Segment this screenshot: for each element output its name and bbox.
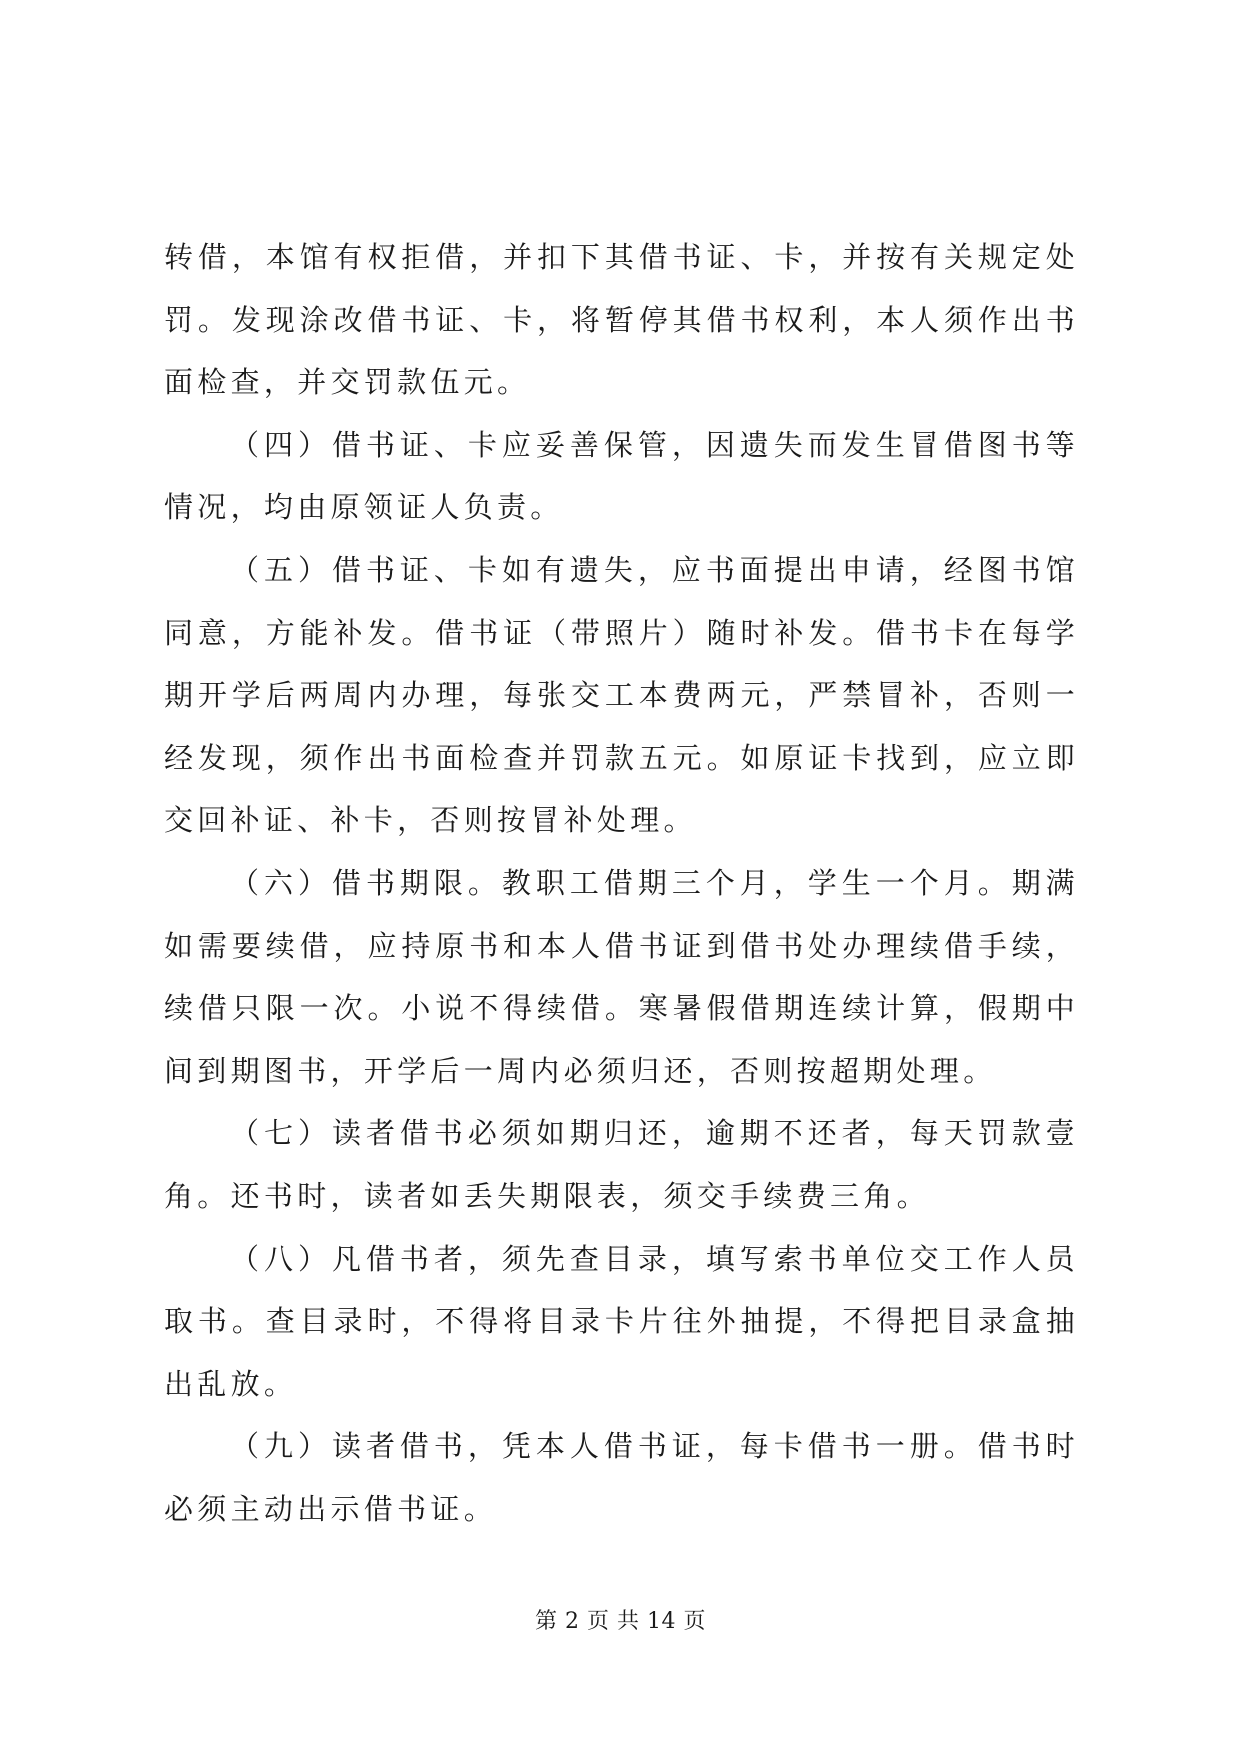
paragraph-item-7: （七）读者借书必须如期归还，逾期不还者，每天罚款壹角。还书时，读者如丢失期限表，须交手续费三角。 [164, 1116, 1079, 1213]
paragraph-continuation: 转借，本馆有权拒借，并扣下其借书证、卡，并按有关规定处罚。发现涂改借书证、卡，将暂停其借书权利，本人须作出书面检查，并交罚款伍元。 [164, 240, 1079, 400]
paragraph-item-5: （五）借书证、卡如有遗失，应书面提出申请，经图书馆同意，方能补发。借书证（带照片）随时补发。借书卡在每学期开学后两周内办理，每张交工本费两元，严禁冒补，否则一经发现，须作出书面检查并罚款五元。如原证卡找到，应立即交回补证、补卡，否则按冒补处理。 [164, 552, 1079, 838]
paragraph-item-4: （四）借书证、卡应妥善保管，因遗失而发生冒借图书等情况，均由原领证人负责。 [164, 427, 1079, 525]
paragraph-item-8: （八）凡借书者，须先查目录，填写索书单位交工作人员取书。查目录时，不得将目录卡片往外抽提，不得把目录盒抽出乱放。 [164, 1241, 1079, 1401]
page-number-footer: 第 2 页 共 14 页 [535, 1609, 706, 1634]
document-body [164, 226, 1079, 1540]
paragraph-item-6: （六）借书期限。教职工借期三个月，学生一个月。期满如需要续借，应持原书和本人借书证到借书处办理续借手续，续借只限一次。小说不得续借。寒暑假借期连续计算，假期中间到期图书，开学后一周内必须归还，否则按超期处理。 [164, 865, 1079, 1088]
paragraph-item-9: （九）读者借书，凭本人借书证，每卡借书一册。借书时必须主动出示借书证。 [164, 1429, 1079, 1526]
